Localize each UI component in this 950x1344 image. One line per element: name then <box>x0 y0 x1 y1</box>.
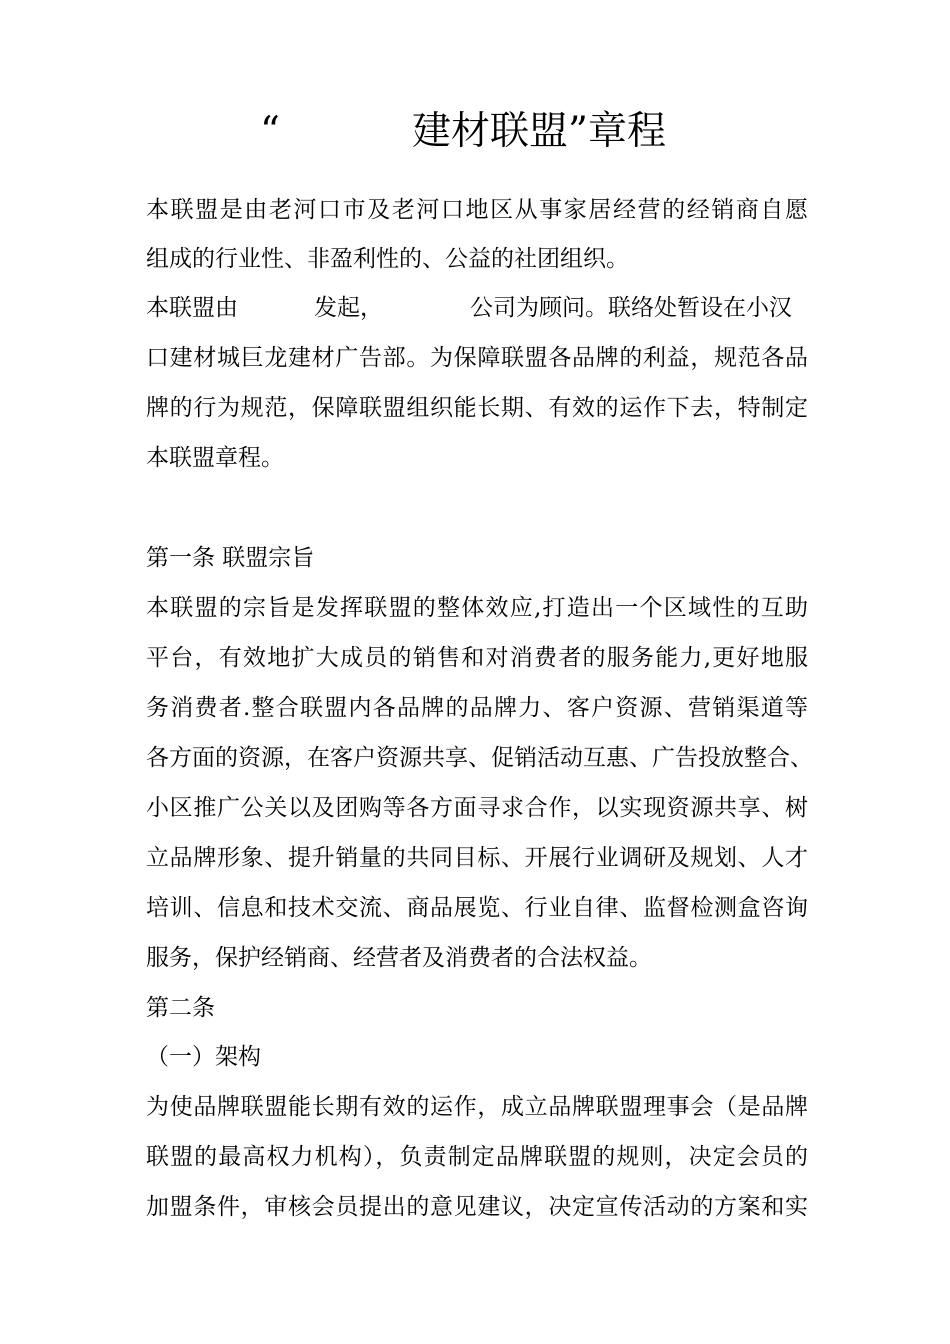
intro-p1-line-2: 组成的行业性、非盈利性的、公益的社团组织。 <box>146 246 629 272</box>
article1-line-1: 本联盟的宗旨是发挥联盟的整体效应,打造出一个区域性的互助 <box>146 595 808 621</box>
article1-line-5: 小区推广公关以及团购等各方面寻求合作，以实现资源共享、树 <box>146 795 808 821</box>
article1-line-6: 立品牌形象、提升销量的共同目标、开展行业调研及规划、人才 <box>146 845 808 871</box>
title-open-quote: “ <box>260 109 280 154</box>
article2-subheading: （一）架构 <box>146 1044 261 1070</box>
intro-p2-line-3: 牌的行为规范，保障联盟组织能长期、有效的运作下去，特制定 <box>146 395 808 421</box>
intro-p2-part-1: 本联盟由 <box>146 295 238 321</box>
article2-line-2: 联盟的最高权力机构），负责制定品牌联盟的规则，决定会员的 <box>146 1144 808 1170</box>
intro-p2-line-2: 口建材城巨龙建材广告部。为保障联盟各品牌的利益，规范各品 <box>146 345 808 371</box>
title-text: 建材联盟”章程 <box>412 109 666 154</box>
article1-line-8: 服务，保护经销商、经营者及消费者的合法权益。 <box>146 945 652 971</box>
article2-line-1: 为使品牌联盟能长期有效的运作，成立品牌联盟理事会（是品牌 <box>146 1094 808 1120</box>
article1-line-7: 培训、信息和技术交流、商品展览、行业自律、监督检测盒咨询 <box>146 895 808 921</box>
article2-line-3: 加盟条件，审核会员提出的意见建议，决定宣传活动的方案和实 <box>146 1194 808 1220</box>
intro-p1-line-1: 本联盟是由老河口市及老河口地区从事家居经营的经销商自愿 <box>146 197 808 223</box>
intro-p2-line-1 <box>146 291 808 325</box>
article1-line-3: 务消费者.整合联盟内各品牌的品牌力、客户资源、营销渠道等 <box>146 695 808 721</box>
document-title <box>0 104 950 160</box>
article1-line-2: 平台，有效地扩大成员的销售和对消费者的服务能力,更好地服 <box>146 645 808 671</box>
article1-heading: 第一条 联盟宗旨 <box>146 545 315 571</box>
article2-heading: 第二条 <box>146 995 215 1021</box>
intro-p2-line-4: 本联盟章程。 <box>146 445 284 471</box>
intro-p2-part-2: 发起， <box>314 295 383 321</box>
article1-line-4: 各方面的资源，在客户资源共享、促销活动互惠、广告投放整合、 <box>146 745 813 771</box>
intro-p2-part-3: 公司为顾问。联络处暂设在小汉 <box>470 295 792 321</box>
